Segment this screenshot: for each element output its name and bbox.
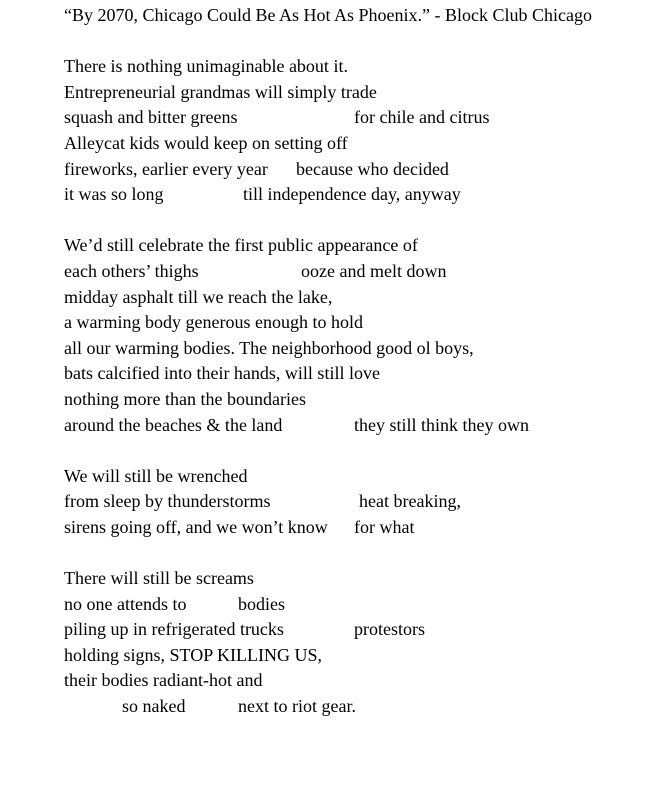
- poem-line: [0, 157, 667, 183]
- poem-line: [0, 80, 667, 106]
- poem-line: [0, 361, 667, 387]
- stanza-break: [0, 438, 667, 464]
- line-text: squash and bitter greens: [64, 107, 238, 128]
- poem-line: [0, 464, 667, 490]
- line-text-indented: heat breaking,: [359, 491, 461, 512]
- line-text-indented: till independence day, anyway: [243, 184, 461, 205]
- poem-line: [0, 515, 667, 541]
- poem-line: [0, 131, 667, 157]
- poem-line: [0, 566, 667, 592]
- line-text: no one attends to: [64, 593, 187, 614]
- line-text: Entrepreneurial grandmas will simply trade: [64, 81, 377, 102]
- line-text: it was so long: [64, 184, 164, 205]
- line-text: piling up in refrigerated trucks: [64, 619, 284, 640]
- poem-line: [0, 643, 667, 669]
- poem-line: [0, 310, 667, 336]
- poem: [0, 3, 667, 720]
- poem-line: [0, 592, 667, 618]
- stanza-break: [0, 540, 667, 566]
- epigraph: “By 2070, Chicago Could Be As Hot As Phoenix.” - Block Club Chicago: [64, 5, 592, 25]
- line-text: fireworks, earlier every year: [64, 158, 268, 179]
- line-text: Alleycat kids would keep on setting off: [64, 132, 348, 153]
- poem-line: [0, 668, 667, 694]
- line-text: a warming body generous enough to hold: [64, 312, 363, 333]
- line-text: We’d still celebrate the first public appearance of: [64, 235, 418, 256]
- line-text-indented: for what: [354, 516, 415, 537]
- line-text: all our warming bodies. The neighborhood good ol boys,: [64, 337, 474, 358]
- line-text: bats calcified into their hands, will still love: [64, 363, 380, 384]
- line-text-indented: for chile and citrus: [354, 107, 490, 128]
- line-text: each others’ thighs: [64, 260, 199, 281]
- line-text: midday asphalt till we reach the lake,: [64, 286, 333, 307]
- line-text-indented: because who decided: [296, 158, 449, 179]
- line-text-indented: they still think they own: [354, 414, 529, 435]
- line-text-indented: next to riot gear.: [238, 696, 356, 717]
- poem-line: [0, 105, 667, 131]
- line-text: nothing more than the boundaries: [64, 388, 306, 409]
- stanza-break: [0, 29, 667, 55]
- epigraph-line: [0, 3, 667, 29]
- line-text-indented: bodies: [238, 593, 285, 614]
- poem-line: [0, 54, 667, 80]
- poem-line: [0, 694, 667, 720]
- line-text: There is nothing unimaginable about it.: [64, 56, 348, 77]
- line-text: their bodies radiant-hot and: [64, 670, 263, 691]
- line-text: We will still be wrenched: [64, 465, 248, 486]
- stanza-break: [0, 208, 667, 234]
- poem-line: [0, 233, 667, 259]
- poem-line: [0, 336, 667, 362]
- poem-line: [0, 413, 667, 439]
- line-text: There will still be screams: [64, 568, 254, 589]
- line-text: so naked: [122, 696, 186, 717]
- line-text-indented: protestors: [354, 619, 425, 640]
- poem-line: [0, 285, 667, 311]
- poem-line: [0, 387, 667, 413]
- poem-line: [0, 259, 667, 285]
- poem-line: [0, 489, 667, 515]
- line-text-indented: ooze and melt down: [301, 260, 447, 281]
- poem-line: [0, 182, 667, 208]
- line-text: holding signs, STOP KILLING US,: [64, 644, 323, 665]
- line-text: sirens going off, and we won’t know: [64, 516, 328, 537]
- poem-line: [0, 617, 667, 643]
- line-text: around the beaches & the land: [64, 414, 283, 435]
- line-text: from sleep by thunderstorms: [64, 491, 271, 512]
